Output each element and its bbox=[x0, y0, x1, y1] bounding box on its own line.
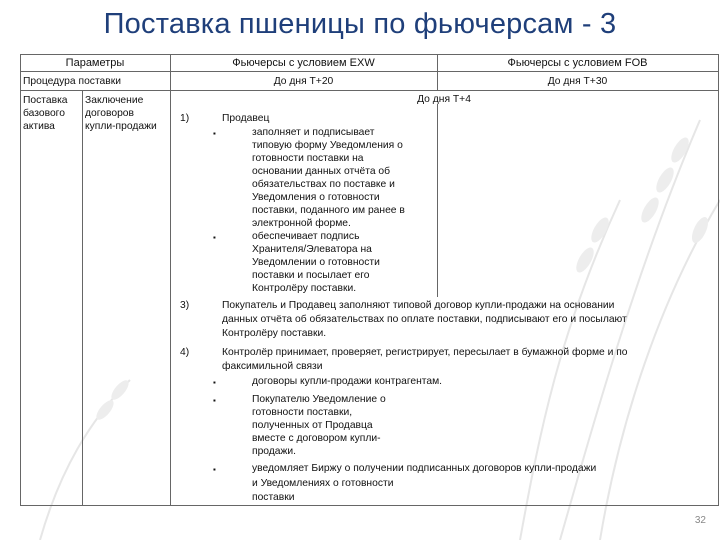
params-inner-line bbox=[82, 91, 83, 506]
step4-number: 4) bbox=[180, 347, 190, 358]
step4-bullet-c-line: поставки bbox=[252, 492, 295, 503]
step1-title: Продавец bbox=[222, 113, 270, 124]
delivery-label-line-2: базового bbox=[23, 108, 65, 119]
header-bottom-line bbox=[20, 71, 718, 72]
step4-bullet-b-line: вместе с договором купли- bbox=[252, 433, 381, 444]
params-column-line bbox=[170, 54, 171, 506]
step4-line: факсимильной связи bbox=[222, 361, 323, 372]
step1-bullet-b-line: Хранителя/Элеватора на bbox=[252, 244, 372, 255]
step1-bullet-a-line: готовности поставки на bbox=[252, 153, 364, 164]
bullet-icon: ▪ bbox=[213, 465, 216, 474]
exw-deadline: До дня Т+20 bbox=[273, 76, 334, 87]
bullet-icon: ▪ bbox=[213, 396, 216, 405]
step4-bullet-b-line: готовности поставки, bbox=[252, 407, 353, 418]
bullet-icon: ▪ bbox=[213, 129, 216, 138]
exw-fob-column-line-body bbox=[437, 104, 438, 297]
contract-label-line-3: купли-продажи bbox=[85, 121, 157, 132]
slide-title: Поставка пшеницы по фьючерсам - 3 bbox=[103, 8, 617, 40]
contract-label-line-1: Заключение bbox=[85, 95, 144, 106]
step1-bullet-b-line: Контролёру поставки. bbox=[252, 283, 357, 294]
step4-bullet-b-line: Покупателю Уведомление о bbox=[252, 394, 386, 405]
step1-number: 1) bbox=[180, 113, 190, 124]
contract-label-line-2: договоров bbox=[85, 108, 134, 119]
bullet-icon: ▪ bbox=[213, 378, 216, 387]
header-fob: Фьючерсы с условием FOB bbox=[507, 57, 648, 69]
step3-line: Покупатель и Продавец заполняют типовой договор купли-продажи на основании bbox=[222, 300, 615, 311]
step1-bullet-a-line: Уведомления о готовности bbox=[252, 192, 380, 203]
step1-bullet-a-line: электронной форме. bbox=[252, 218, 351, 229]
step3-number: 3) bbox=[180, 300, 190, 311]
step4-bullet-c-line: уведомляет Биржу о получении подписанных договоров купли-продажи bbox=[252, 463, 597, 474]
step4-bullet-b-line: полученных от Продавца bbox=[252, 420, 373, 431]
bullet-icon: ▪ bbox=[213, 233, 216, 242]
header-params: Параметры bbox=[65, 57, 125, 69]
step1-bullet-b-line: поставки и посылает его bbox=[252, 270, 370, 281]
step3-line: данных отчёта об обязательствах по оплате поставки, подписывают его и посылают bbox=[222, 314, 627, 325]
table-border-right bbox=[718, 54, 719, 506]
step1-bullet-a-line: заполняет и подписывает bbox=[252, 127, 375, 138]
step1-bullet-a-line: типовую форму Уведомления о bbox=[252, 140, 403, 151]
table-border-bottom bbox=[20, 505, 718, 506]
delivery-label-line-1: Поставка bbox=[23, 95, 68, 106]
step1-bullet-b-line: Уведомлении о готовности bbox=[252, 257, 380, 268]
header-exw: Фьючерсы с условием EXW bbox=[232, 57, 375, 69]
step1-bullet-a-line: обязательствах по поставке и bbox=[252, 179, 395, 190]
page-number: 32 bbox=[694, 515, 706, 526]
step4-bullet-b-line: продажи. bbox=[252, 446, 297, 457]
procedure-label: Процедура поставки bbox=[23, 76, 121, 87]
step1-bullet-b-line: обеспечивает подпись bbox=[252, 231, 360, 242]
procedure-row-line bbox=[20, 90, 718, 91]
delivery-label-line-3: актива bbox=[23, 121, 55, 132]
table-border-left bbox=[20, 54, 21, 506]
step4-bullet-c-line: и Уведомлениях о готовности bbox=[252, 478, 394, 489]
common-deadline: До дня Т+4 bbox=[417, 94, 471, 105]
step1-bullet-a-line: поставки, поданного им ранее в bbox=[252, 205, 405, 216]
step4-bullet-a-line: договоры купли-продажи контрагентам. bbox=[252, 376, 443, 387]
fob-deadline: До дня Т+30 bbox=[547, 76, 608, 87]
step1-bullet-a-line: основании данных отчёта об bbox=[252, 166, 391, 177]
step3-line: Контролёру поставки. bbox=[222, 328, 327, 339]
table-border-top bbox=[20, 54, 718, 55]
step4-line: Контролёр принимает, проверяет, регистрирует, пересылает в бумажной форме и по bbox=[222, 347, 628, 358]
